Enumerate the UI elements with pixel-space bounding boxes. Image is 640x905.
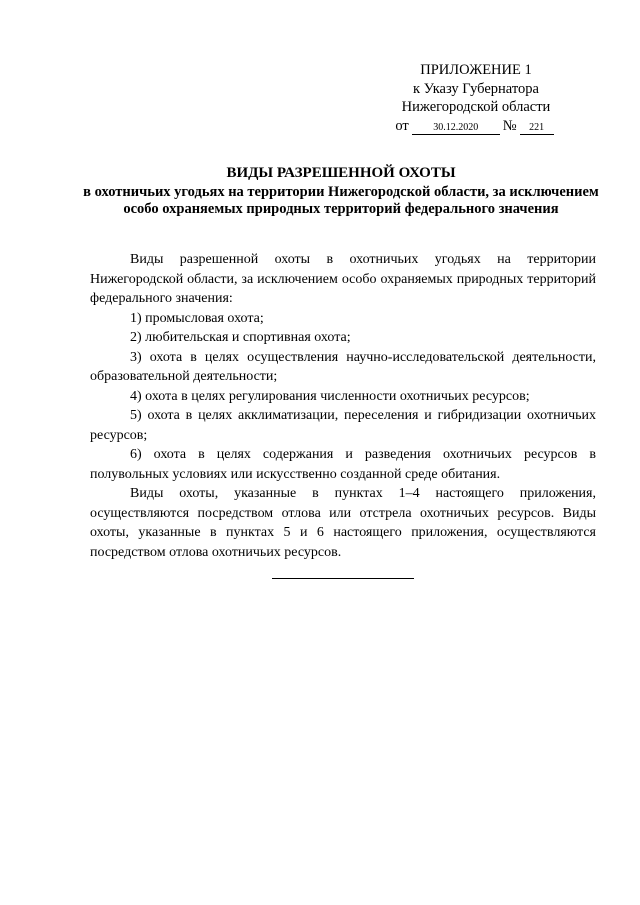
list-item: 4) охота в целях регулирования численности охотничьих ресурсов; [130, 388, 530, 404]
document-title [80, 165, 602, 218]
closing-paragraph: Виды охоты, указанные в пунктах 1–4 настоящего приложения, осуществляются посредством отлова или отстрела охотничьих ресурсов. Виды охоты, указанные в пунктах 5 и 6 настоящего приложения, осуществляются посредством отлова охотничьих ресурсов. [90, 486, 596, 560]
list-item: 1) промысловая охота; [130, 310, 264, 326]
list-item: 3) охота в целях осуществления научно-исследовательской деятельности, образовательной деятельности; [90, 349, 596, 384]
annex-region-line: Нижегородской области [401, 99, 551, 115]
title-main: ВИДЫ РАЗРЕШЕННОЙ ОХОТЫ [226, 165, 456, 181]
annex-date-line [356, 117, 596, 136]
annex-number: 221 [520, 122, 554, 135]
annex-decree-line: к Указу Губернатора [413, 80, 539, 97]
annex-header [356, 61, 596, 135]
list-item: 6) охота в целях содержания и разведения охотничьих ресурсов в полувольных условиях или искусственно созданной среде обитания. [90, 447, 596, 482]
intro-paragraph: Виды разрешенной охоты в охотничьих угодьях на территории Нижегородской области, за исключением особо охраняемых природных территорий федерального значения: [90, 252, 596, 306]
annex-from-label: от [395, 117, 409, 134]
title-subtitle: в охотничьих угодьях на территории Нижегородской области, за исключением особо охраняемых природных территорий федерального значения [83, 184, 599, 217]
end-divider [272, 578, 414, 579]
annex-title: ПРИЛОЖЕНИЕ 1 [420, 62, 532, 78]
list-item: 5) охота в целях акклиматизации, переселения и гибридизации охотничьих ресурсов; [90, 408, 596, 443]
list-item: 2) любительская и спортивная охота; [130, 330, 351, 345]
document-body [90, 250, 596, 562]
annex-number-sign: № [502, 117, 517, 134]
annex-date: 30.12.2020 [412, 122, 500, 135]
